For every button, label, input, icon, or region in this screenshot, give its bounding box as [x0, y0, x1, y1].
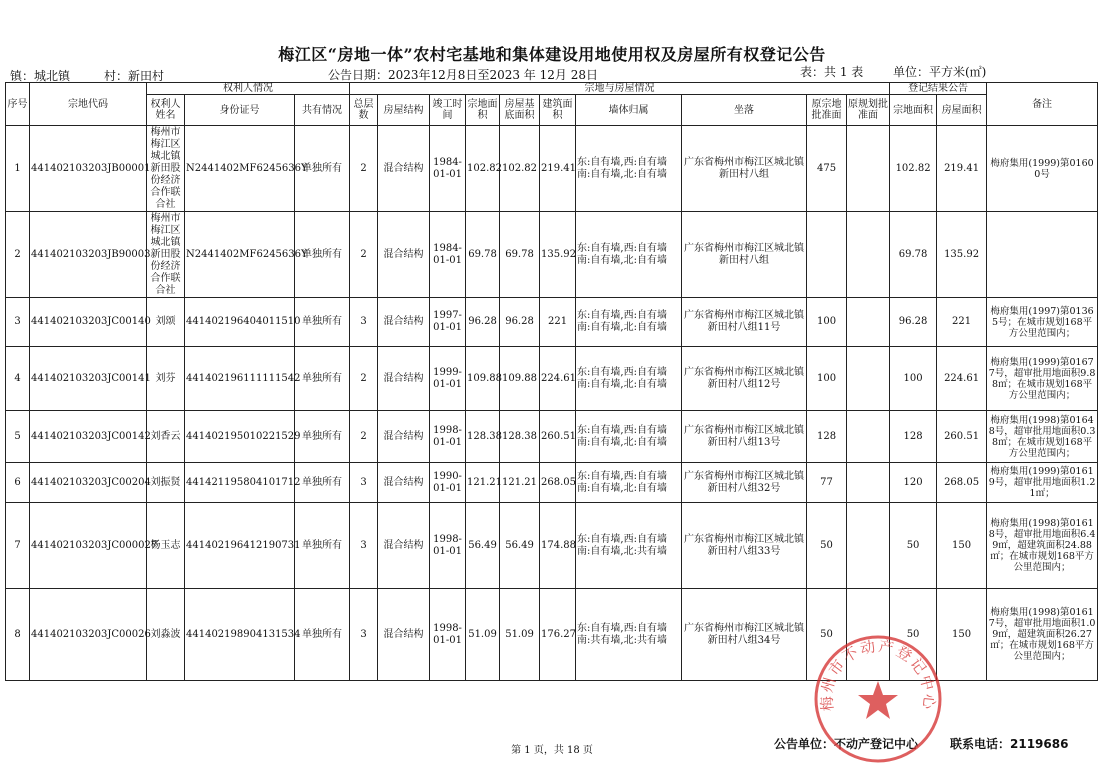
col-holder-name: 权利人姓名: [147, 95, 185, 126]
col-remark: 备注: [987, 83, 1098, 126]
orig-approved-area: 77: [807, 463, 847, 503]
land-area: 121.21: [466, 463, 500, 503]
base-area: 102.82: [500, 126, 540, 212]
wall-ownership: 东:自有墙,西:自有墙南:自有墙,北:自有墙: [576, 463, 682, 503]
remark: 梅府集用(1998)第01617号，超审批用地面积1.09㎡，超建筑面积26.27㎡；在城市规划168平方公里范围内；: [987, 589, 1098, 681]
table-row: [6, 298, 1098, 347]
col-share: 共有情况: [295, 95, 350, 126]
land-area: 102.82: [466, 126, 500, 212]
remark: 梅府集用(1998)第01648号，超审批用地面积0.38㎡；在城市规划168平方公里范围内；: [987, 411, 1098, 463]
id-number: 441402196404011510: [185, 298, 295, 347]
result-house-area: 135.92: [937, 212, 987, 298]
parcel-code: 441402103203JB90003: [30, 212, 147, 298]
wall-ownership: 东:自有墙,西:自有墙南:自有墙,北:自有墙: [576, 298, 682, 347]
parcel-code: 441402103203JB00001: [30, 126, 147, 212]
share-status: 单独所有: [295, 411, 350, 463]
row-seq: 6: [6, 463, 30, 503]
structure: 混合结构: [378, 298, 430, 347]
col-completion: 竣工时间: [430, 95, 466, 126]
wall-ownership: 东:自有墙,西:自有墙南:自有墙,北:自有墙: [576, 126, 682, 212]
base-area: 128.38: [500, 411, 540, 463]
holder-name: 刘淼波: [147, 589, 185, 681]
id-number: 441402195010221529: [185, 411, 295, 463]
build-area: 268.05: [540, 463, 576, 503]
wall-ownership: 东:自有墙,西:自有墙南:自有墙,北:共有墙: [576, 503, 682, 589]
id-number: N2441402MF6245636Y: [185, 212, 295, 298]
holder-name: 梅州市梅江区城北镇新田股份经济合作联合社: [147, 212, 185, 298]
location: 广东省梅州市梅江区城北镇新田村八组12号: [682, 347, 807, 411]
orig-plan-area: [847, 126, 890, 212]
floors: 2: [350, 347, 378, 411]
floors: 3: [350, 503, 378, 589]
unit-label: 单位：平方米(㎡): [893, 65, 987, 79]
build-area: 224.61: [540, 347, 576, 411]
completion-date: 1984-01-01: [430, 126, 466, 212]
id-number: 441402196412190731: [185, 503, 295, 589]
result-land-area: 120: [890, 463, 937, 503]
floors: 3: [350, 463, 378, 503]
result-land-area: 100: [890, 347, 937, 411]
land-area: 51.09: [466, 589, 500, 681]
col-id-no: 身份证号: [185, 95, 295, 126]
result-house-area: 268.05: [937, 463, 987, 503]
col-orig-plan: 原规划批准面: [847, 95, 890, 126]
parcel-code: 441402103203JC00142: [30, 411, 147, 463]
build-area: 221: [540, 298, 576, 347]
result-house-area: 221: [937, 298, 987, 347]
result-land-area: 128: [890, 411, 937, 463]
holder-name: 刘振贤: [147, 463, 185, 503]
completion-date: 1998-01-01: [430, 411, 466, 463]
share-status: 单独所有: [295, 212, 350, 298]
row-seq: 2: [6, 212, 30, 298]
orig-plan-area: [847, 347, 890, 411]
location: 广东省梅州市梅江区城北镇新田村八组32号: [682, 463, 807, 503]
result-land-area: 96.28: [890, 298, 937, 347]
contact-phone: 联系电话：2119686: [950, 737, 1069, 751]
floors: 2: [350, 212, 378, 298]
village-label: 村：新田村: [104, 69, 165, 83]
table-row: [6, 411, 1098, 463]
registration-table: [5, 82, 1098, 681]
town-label: 镇：城北镇: [10, 69, 71, 83]
base-area: 109.88: [500, 347, 540, 411]
base-area: 56.49: [500, 503, 540, 589]
result-land-area: 50: [890, 589, 937, 681]
col-floors: 总层数: [350, 95, 378, 126]
official-seal-icon: [812, 633, 944, 765]
orig-plan-area: [847, 503, 890, 589]
location: 广东省梅州市梅江区城北镇新田村八组11号: [682, 298, 807, 347]
holder-name: 梅州市梅江区城北镇新田股份经济合作联合社: [147, 126, 185, 212]
row-seq: 5: [6, 411, 30, 463]
holder-name: 刘香云: [147, 411, 185, 463]
completion-date: 1997-01-01: [430, 298, 466, 347]
wall-ownership: 东:自有墙,西:自有墙南:自有墙,北:自有墙: [576, 411, 682, 463]
share-status: 单独所有: [295, 463, 350, 503]
table-row: [6, 503, 1098, 589]
base-area: 69.78: [500, 212, 540, 298]
land-area: 128.38: [466, 411, 500, 463]
col-res-house: 房屋面积: [937, 95, 987, 126]
col-build-area: 建筑面积: [540, 95, 576, 126]
col-location: 坐落: [682, 95, 807, 126]
table-count: 表：共 1 表: [800, 65, 864, 79]
row-seq: 1: [6, 126, 30, 212]
parcel-code: 441402103203JC00141: [30, 347, 147, 411]
land-area: 96.28: [466, 298, 500, 347]
location: 广东省梅州市梅江区城北镇新田村八组34号: [682, 589, 807, 681]
svg-text:梅州市不动产登记中心: 梅州市不动产登记中心: [817, 637, 939, 712]
result-land-area: 50: [890, 503, 937, 589]
wall-ownership: 东:自有墙,西:自有墙南:自有墙,北:自有墙: [576, 212, 682, 298]
share-status: 单独所有: [295, 503, 350, 589]
structure: 混合结构: [378, 411, 430, 463]
completion-date: 1998-01-01: [430, 589, 466, 681]
land-area: 69.78: [466, 212, 500, 298]
structure: 混合结构: [378, 212, 430, 298]
structure: 混合结构: [378, 503, 430, 589]
orig-plan-area: [847, 212, 890, 298]
col-holder-group: 权利人情况: [147, 83, 350, 95]
build-area: 260.51: [540, 411, 576, 463]
structure: 混合结构: [378, 463, 430, 503]
notice-title: 梅江区“房地一体”农村宅基地和集体建设用地使用权及房屋所有权登记公告: [278, 45, 826, 64]
orig-approved-area: [807, 212, 847, 298]
structure: 混合结构: [378, 126, 430, 212]
remark: [987, 212, 1098, 298]
structure: 混合结构: [378, 589, 430, 681]
orig-plan-area: [847, 298, 890, 347]
share-status: 单独所有: [295, 298, 350, 347]
remark: 梅府集用(1999)第01600号: [987, 126, 1098, 212]
col-walls: 墙体归属: [576, 95, 682, 126]
result-house-area: 260.51: [937, 411, 987, 463]
holder-name: 刘颂: [147, 298, 185, 347]
parcel-code: 441402103203JC00026: [30, 589, 147, 681]
floors: 3: [350, 298, 378, 347]
build-area: 135.92: [540, 212, 576, 298]
base-area: 121.21: [500, 463, 540, 503]
build-area: 174.88: [540, 503, 576, 589]
wall-ownership: 东:自有墙,西:自有墙南:共有墙,北:共有墙: [576, 589, 682, 681]
col-site-group: 宗地与房屋情况: [350, 83, 890, 95]
table-row: [6, 126, 1098, 212]
orig-approved-area: 100: [807, 347, 847, 411]
remark: 梅府集用(1999)第01619号，超审批用地面积1.21㎡；: [987, 463, 1098, 503]
remark: 梅府集用(1998)第01618号，超审批用地面积6.49㎡，超建筑面积24.88㎡；在城市规划168平方公里范围内；: [987, 503, 1098, 589]
page-indicator: 第 1 页，共 18 页: [511, 745, 593, 756]
col-land-area: 宗地面积: [466, 95, 500, 126]
share-status: 单独所有: [295, 347, 350, 411]
floors: 3: [350, 589, 378, 681]
row-seq: 4: [6, 347, 30, 411]
id-number: 441402196111111542: [185, 347, 295, 411]
issuing-unit: 公告单位：不动产登记中心: [774, 737, 919, 751]
parcel-code: 441402103203JC000027: [30, 503, 147, 589]
holder-name: 杨玉志: [147, 503, 185, 589]
build-area: 219.41: [540, 126, 576, 212]
orig-approved-area: 475: [807, 126, 847, 212]
col-parcel-code: 宗地代码: [30, 83, 147, 126]
structure: 混合结构: [378, 347, 430, 411]
result-house-area: 150: [937, 589, 987, 681]
result-house-area: 150: [937, 503, 987, 589]
result-house-area: 224.61: [937, 347, 987, 411]
parcel-code: 441402103203JC00204: [30, 463, 147, 503]
floors: 2: [350, 126, 378, 212]
col-orig-approved: 原宗地批准面: [807, 95, 847, 126]
id-number: 441402198904131534: [185, 589, 295, 681]
land-area: 56.49: [466, 503, 500, 589]
col-res-land: 宗地面积: [890, 95, 937, 126]
result-land-area: 102.82: [890, 126, 937, 212]
orig-approved-area: 50: [807, 589, 847, 681]
location: 广东省梅州市梅江区城北镇新田村八组13号: [682, 411, 807, 463]
row-seq: 7: [6, 503, 30, 589]
land-area: 109.88: [466, 347, 500, 411]
completion-date: 1990-01-01: [430, 463, 466, 503]
completion-date: 1999-01-01: [430, 347, 466, 411]
share-status: 单独所有: [295, 589, 350, 681]
table-body: [6, 126, 1098, 681]
table-row: [6, 347, 1098, 411]
orig-approved-area: 100: [807, 298, 847, 347]
wall-ownership: 东:自有墙,西:自有墙南:自有墙,北:自有墙: [576, 347, 682, 411]
orig-approved-area: 50: [807, 503, 847, 589]
location: 广东省梅州市梅江区城北镇新田村八组33号: [682, 503, 807, 589]
table-row: [6, 212, 1098, 298]
share-status: 单独所有: [295, 126, 350, 212]
col-structure: 房屋结构: [378, 95, 430, 126]
orig-plan-area: [847, 463, 890, 503]
base-area: 96.28: [500, 298, 540, 347]
completion-date: 1998-01-01: [430, 503, 466, 589]
notice-date: 公告日期：2023年12月8日至2023 年 12月 28日: [328, 68, 598, 82]
location: 广东省梅州市梅江区城北镇新田村八组: [682, 126, 807, 212]
floors: 2: [350, 411, 378, 463]
orig-plan-area: [847, 411, 890, 463]
holder-name: 刘芬: [147, 347, 185, 411]
result-house-area: 219.41: [937, 126, 987, 212]
id-number: 441421195804101712: [185, 463, 295, 503]
id-number: N2441402MF6245636Y: [185, 126, 295, 212]
base-area: 51.09: [500, 589, 540, 681]
parcel-code: 441402103203JC00140: [30, 298, 147, 347]
col-seq: 序号: [6, 83, 30, 126]
col-base-area: 房屋基底面积: [500, 95, 540, 126]
build-area: 176.27: [540, 589, 576, 681]
row-seq: 3: [6, 298, 30, 347]
remark: 梅府集用(1997)第01365号；在城市规划168平方公里范围内；: [987, 298, 1098, 347]
row-seq: 8: [6, 589, 30, 681]
location: 广东省梅州市梅江区城北镇新田村八组: [682, 212, 807, 298]
table-row: [6, 463, 1098, 503]
col-result-group: 登记结果公告: [890, 83, 987, 95]
remark: 梅府集用(1999)第01677号，超审批用地面积9.88㎡；在城市规划168平方公里范围内；: [987, 347, 1098, 411]
orig-approved-area: 128: [807, 411, 847, 463]
result-land-area: 69.78: [890, 212, 937, 298]
completion-date: 1984-01-01: [430, 212, 466, 298]
